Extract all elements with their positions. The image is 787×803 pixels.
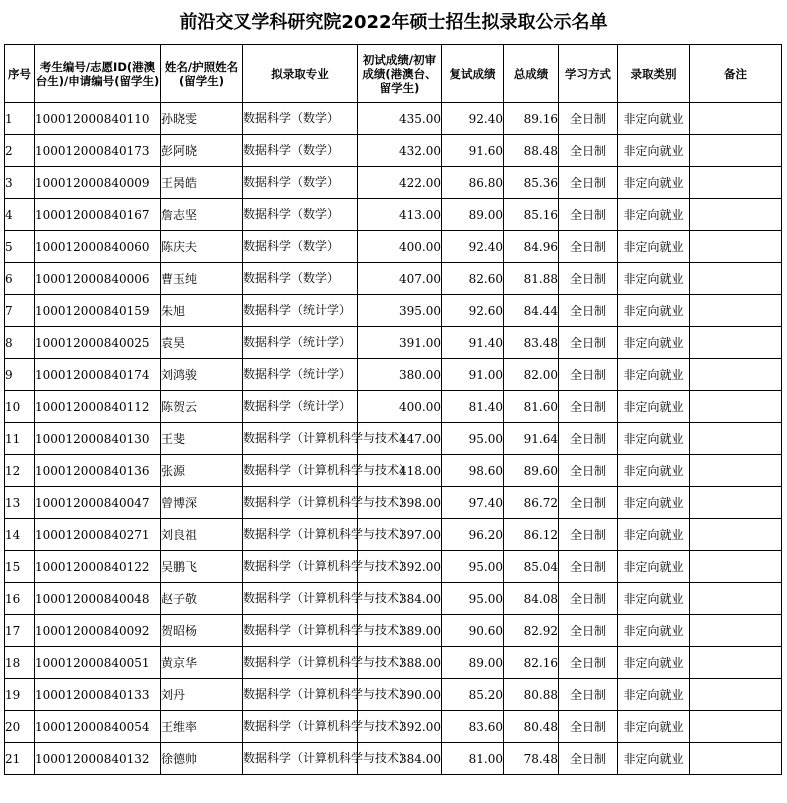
cell-total-score: 81.88 <box>504 263 559 295</box>
cell-initial-score: 435.00 <box>358 103 442 135</box>
cell-initial-score: 422.00 <box>358 167 442 199</box>
cell-admission-type: 非定向就业 <box>618 615 690 647</box>
cell-initial-score: 413.00 <box>358 199 442 231</box>
cell-name: 刘鸿骏 <box>161 359 243 391</box>
table-row <box>5 391 782 423</box>
cell-seq: 20 <box>5 711 35 743</box>
cell-retest-score: 95.00 <box>442 551 504 583</box>
cell-study-mode: 全日制 <box>559 391 618 423</box>
cell-total-score: 80.48 <box>504 711 559 743</box>
table-body <box>5 103 782 775</box>
cell-candidate-id: 100012000840174 <box>35 359 161 391</box>
cell-total-score: 85.04 <box>504 551 559 583</box>
header-initial-score: 初试成绩/初审成绩(港澳台、留学生) <box>358 45 442 103</box>
cell-major: 数据科学（统计学） <box>243 359 358 391</box>
cell-admission-type: 非定向就业 <box>618 647 690 679</box>
cell-admission-type: 非定向就业 <box>618 551 690 583</box>
cell-retest-score: 95.00 <box>442 583 504 615</box>
cell-seq: 9 <box>5 359 35 391</box>
cell-remark <box>690 519 782 551</box>
cell-name: 刘良祖 <box>161 519 243 551</box>
cell-major: 数据科学（计算机科学与技术） <box>243 711 358 743</box>
cell-remark <box>690 359 782 391</box>
cell-major: 数据科学（数学） <box>243 167 358 199</box>
cell-retest-score: 92.40 <box>442 103 504 135</box>
cell-initial-score: 391.00 <box>358 327 442 359</box>
cell-seq: 8 <box>5 327 35 359</box>
cell-study-mode: 全日制 <box>559 327 618 359</box>
cell-total-score: 78.48 <box>504 743 559 775</box>
cell-admission-type: 非定向就业 <box>618 583 690 615</box>
cell-study-mode: 全日制 <box>559 711 618 743</box>
cell-initial-score: 392.00 <box>358 711 442 743</box>
cell-total-score: 85.16 <box>504 199 559 231</box>
cell-admission-type: 非定向就业 <box>618 455 690 487</box>
cell-initial-score: 400.00 <box>358 231 442 263</box>
cell-name: 刘丹 <box>161 679 243 711</box>
table-row <box>5 199 782 231</box>
cell-total-score: 89.16 <box>504 103 559 135</box>
cell-total-score: 85.36 <box>504 167 559 199</box>
cell-name: 曾博深 <box>161 487 243 519</box>
cell-initial-score: 400.00 <box>358 391 442 423</box>
cell-study-mode: 全日制 <box>559 423 618 455</box>
header-seq: 序号 <box>5 45 35 103</box>
cell-study-mode: 全日制 <box>559 519 618 551</box>
cell-retest-score: 97.40 <box>442 487 504 519</box>
cell-remark <box>690 263 782 295</box>
cell-name: 王斐 <box>161 423 243 455</box>
cell-candidate-id: 100012000840047 <box>35 487 161 519</box>
cell-name: 詹志坚 <box>161 199 243 231</box>
cell-remark <box>690 615 782 647</box>
cell-study-mode: 全日制 <box>559 103 618 135</box>
cell-seq: 13 <box>5 487 35 519</box>
cell-admission-type: 非定向就业 <box>618 231 690 263</box>
cell-seq: 5 <box>5 231 35 263</box>
cell-name: 吴鹏飞 <box>161 551 243 583</box>
cell-admission-type: 非定向就业 <box>618 263 690 295</box>
cell-major: 数据科学（数学） <box>243 263 358 295</box>
cell-admission-type: 非定向就业 <box>618 391 690 423</box>
cell-name: 陈贺云 <box>161 391 243 423</box>
cell-major: 数据科学（统计学） <box>243 295 358 327</box>
cell-name: 彭阿晓 <box>161 135 243 167</box>
cell-name: 黄京华 <box>161 647 243 679</box>
cell-study-mode: 全日制 <box>559 487 618 519</box>
cell-initial-score: 380.00 <box>358 359 442 391</box>
cell-admission-type: 非定向就业 <box>618 295 690 327</box>
cell-initial-score: 392.00 <box>358 551 442 583</box>
table-row <box>5 615 782 647</box>
cell-seq: 17 <box>5 615 35 647</box>
cell-name: 王维率 <box>161 711 243 743</box>
cell-remark <box>690 423 782 455</box>
cell-name: 曹玉纯 <box>161 263 243 295</box>
cell-total-score: 83.48 <box>504 327 559 359</box>
cell-major: 数据科学（计算机科学与技术） <box>243 647 358 679</box>
table-row <box>5 263 782 295</box>
cell-study-mode: 全日制 <box>559 231 618 263</box>
header-name: 姓名/护照姓名(留学生) <box>161 45 243 103</box>
cell-admission-type: 非定向就业 <box>618 199 690 231</box>
cell-seq: 15 <box>5 551 35 583</box>
cell-candidate-id: 100012000840136 <box>35 455 161 487</box>
cell-total-score: 86.72 <box>504 487 559 519</box>
cell-study-mode: 全日制 <box>559 167 618 199</box>
cell-initial-score: 388.00 <box>358 647 442 679</box>
cell-name: 徐德帅 <box>161 743 243 775</box>
cell-seq: 4 <box>5 199 35 231</box>
cell-major: 数据科学（统计学） <box>243 327 358 359</box>
cell-admission-type: 非定向就业 <box>618 359 690 391</box>
cell-retest-score: 81.40 <box>442 391 504 423</box>
cell-total-score: 88.48 <box>504 135 559 167</box>
cell-study-mode: 全日制 <box>559 743 618 775</box>
cell-seq: 2 <box>5 135 35 167</box>
table-row <box>5 519 782 551</box>
cell-candidate-id: 100012000840060 <box>35 231 161 263</box>
cell-study-mode: 全日制 <box>559 583 618 615</box>
cell-name: 贺昭杨 <box>161 615 243 647</box>
cell-major: 数据科学（计算机科学与技术） <box>243 423 358 455</box>
cell-retest-score: 96.20 <box>442 519 504 551</box>
header-candidate-id: 考生编号/志愿ID(港澳台生)/申请编号(留学生) <box>35 45 161 103</box>
cell-total-score: 86.12 <box>504 519 559 551</box>
cell-study-mode: 全日制 <box>559 455 618 487</box>
table-row <box>5 487 782 519</box>
cell-seq: 1 <box>5 103 35 135</box>
cell-remark <box>690 167 782 199</box>
cell-remark <box>690 551 782 583</box>
table-row <box>5 583 782 615</box>
cell-retest-score: 85.20 <box>442 679 504 711</box>
table-header-row <box>5 45 782 103</box>
cell-remark <box>690 231 782 263</box>
cell-study-mode: 全日制 <box>559 263 618 295</box>
cell-admission-type: 非定向就业 <box>618 519 690 551</box>
cell-candidate-id: 100012000840110 <box>35 103 161 135</box>
cell-retest-score: 89.00 <box>442 199 504 231</box>
cell-candidate-id: 100012000840167 <box>35 199 161 231</box>
cell-admission-type: 非定向就业 <box>618 167 690 199</box>
cell-initial-score: 407.00 <box>358 263 442 295</box>
page-title: 前沿交叉学科研究院2022年硕士招生拟录取公示名单 <box>179 12 608 33</box>
cell-admission-type: 非定向就业 <box>618 711 690 743</box>
cell-candidate-id: 100012000840130 <box>35 423 161 455</box>
cell-retest-score: 91.40 <box>442 327 504 359</box>
cell-initial-score: 398.00 <box>358 487 442 519</box>
cell-total-score: 82.00 <box>504 359 559 391</box>
cell-seq: 11 <box>5 423 35 455</box>
cell-major: 数据科学（数学） <box>243 103 358 135</box>
table-row <box>5 295 782 327</box>
cell-name: 王昺皓 <box>161 167 243 199</box>
cell-remark <box>690 199 782 231</box>
cell-major: 数据科学（计算机科学与技术） <box>243 615 358 647</box>
cell-major: 数据科学（数学） <box>243 199 358 231</box>
cell-initial-score: 390.00 <box>358 679 442 711</box>
cell-retest-score: 81.00 <box>442 743 504 775</box>
cell-remark <box>690 583 782 615</box>
cell-name: 陈庆夫 <box>161 231 243 263</box>
header-remark: 备注 <box>690 45 782 103</box>
cell-admission-type: 非定向就业 <box>618 487 690 519</box>
cell-initial-score: 389.00 <box>358 615 442 647</box>
cell-initial-score: 395.00 <box>358 295 442 327</box>
table-row <box>5 135 782 167</box>
cell-remark <box>690 327 782 359</box>
cell-total-score: 81.60 <box>504 391 559 423</box>
table-row <box>5 455 782 487</box>
table-row <box>5 359 782 391</box>
cell-candidate-id: 100012000840133 <box>35 679 161 711</box>
cell-remark <box>690 455 782 487</box>
cell-study-mode: 全日制 <box>559 679 618 711</box>
cell-retest-score: 89.00 <box>442 647 504 679</box>
cell-seq: 14 <box>5 519 35 551</box>
cell-retest-score: 92.60 <box>442 295 504 327</box>
cell-total-score: 80.88 <box>504 679 559 711</box>
cell-major: 数据科学（计算机科学与技术） <box>243 743 358 775</box>
cell-total-score: 84.44 <box>504 295 559 327</box>
cell-study-mode: 全日制 <box>559 615 618 647</box>
cell-study-mode: 全日制 <box>559 135 618 167</box>
cell-seq: 18 <box>5 647 35 679</box>
cell-retest-score: 95.00 <box>442 423 504 455</box>
cell-remark <box>690 743 782 775</box>
cell-name: 赵子敬 <box>161 583 243 615</box>
cell-remark <box>690 679 782 711</box>
cell-candidate-id: 100012000840025 <box>35 327 161 359</box>
cell-remark <box>690 135 782 167</box>
cell-total-score: 84.08 <box>504 583 559 615</box>
table-row <box>5 167 782 199</box>
cell-remark <box>690 295 782 327</box>
cell-candidate-id: 100012000840132 <box>35 743 161 775</box>
cell-retest-score: 83.60 <box>442 711 504 743</box>
cell-study-mode: 全日制 <box>559 551 618 583</box>
cell-total-score: 84.96 <box>504 231 559 263</box>
table-row <box>5 647 782 679</box>
cell-remark <box>690 103 782 135</box>
cell-initial-score: 384.00 <box>358 743 442 775</box>
cell-candidate-id: 100012000840048 <box>35 583 161 615</box>
table-row <box>5 711 782 743</box>
cell-total-score: 91.64 <box>504 423 559 455</box>
cell-major: 数据科学（统计学） <box>243 391 358 423</box>
cell-name: 张源 <box>161 455 243 487</box>
cell-name: 孙晓雯 <box>161 103 243 135</box>
cell-seq: 16 <box>5 583 35 615</box>
table-row <box>5 679 782 711</box>
header-study-mode: 学习方式 <box>559 45 618 103</box>
cell-candidate-id: 100012000840051 <box>35 647 161 679</box>
cell-remark <box>690 647 782 679</box>
cell-retest-score: 98.60 <box>442 455 504 487</box>
cell-study-mode: 全日制 <box>559 647 618 679</box>
cell-initial-score: 418.00 <box>358 455 442 487</box>
cell-admission-type: 非定向就业 <box>618 679 690 711</box>
header-retest-score: 复试成绩 <box>442 45 504 103</box>
cell-total-score: 89.60 <box>504 455 559 487</box>
header-admission-type: 录取类别 <box>618 45 690 103</box>
cell-major: 数据科学（计算机科学与技术） <box>243 583 358 615</box>
cell-study-mode: 全日制 <box>559 199 618 231</box>
cell-major: 数据科学（数学） <box>243 231 358 263</box>
table-row <box>5 743 782 775</box>
cell-retest-score: 91.00 <box>442 359 504 391</box>
cell-initial-score: 447.00 <box>358 423 442 455</box>
admission-table <box>4 44 782 775</box>
cell-major: 数据科学（数学） <box>243 135 358 167</box>
cell-candidate-id: 100012000840122 <box>35 551 161 583</box>
cell-seq: 21 <box>5 743 35 775</box>
cell-study-mode: 全日制 <box>559 359 618 391</box>
cell-major: 数据科学（计算机科学与技术） <box>243 487 358 519</box>
cell-name: 袁昊 <box>161 327 243 359</box>
cell-initial-score: 397.00 <box>358 519 442 551</box>
cell-candidate-id: 100012000840159 <box>35 295 161 327</box>
cell-remark <box>690 391 782 423</box>
cell-seq: 12 <box>5 455 35 487</box>
cell-candidate-id: 100012000840009 <box>35 167 161 199</box>
cell-seq: 6 <box>5 263 35 295</box>
cell-admission-type: 非定向就业 <box>618 135 690 167</box>
table-row <box>5 231 782 263</box>
cell-candidate-id: 100012000840112 <box>35 391 161 423</box>
cell-major: 数据科学（计算机科学与技术） <box>243 551 358 583</box>
cell-remark <box>690 711 782 743</box>
cell-retest-score: 91.60 <box>442 135 504 167</box>
cell-remark <box>690 487 782 519</box>
cell-seq: 7 <box>5 295 35 327</box>
cell-candidate-id: 100012000840271 <box>35 519 161 551</box>
cell-candidate-id: 100012000840006 <box>35 263 161 295</box>
cell-admission-type: 非定向就业 <box>618 743 690 775</box>
table-row <box>5 423 782 455</box>
cell-admission-type: 非定向就业 <box>618 103 690 135</box>
header-major: 拟录取专业 <box>243 45 358 103</box>
cell-retest-score: 92.40 <box>442 231 504 263</box>
cell-candidate-id: 100012000840054 <box>35 711 161 743</box>
cell-initial-score: 432.00 <box>358 135 442 167</box>
cell-candidate-id: 100012000840092 <box>35 615 161 647</box>
table-row <box>5 551 782 583</box>
cell-retest-score: 90.60 <box>442 615 504 647</box>
cell-retest-score: 86.80 <box>442 167 504 199</box>
cell-major: 数据科学（计算机科学与技术） <box>243 519 358 551</box>
table-row <box>5 103 782 135</box>
table-row <box>5 327 782 359</box>
cell-seq: 19 <box>5 679 35 711</box>
cell-candidate-id: 100012000840173 <box>35 135 161 167</box>
cell-name: 朱旭 <box>161 295 243 327</box>
cell-admission-type: 非定向就业 <box>618 327 690 359</box>
cell-seq: 10 <box>5 391 35 423</box>
cell-major: 数据科学（计算机科学与技术） <box>243 679 358 711</box>
cell-major: 数据科学（计算机科学与技术） <box>243 455 358 487</box>
cell-retest-score: 82.60 <box>442 263 504 295</box>
cell-admission-type: 非定向就业 <box>618 423 690 455</box>
header-total-score: 总成绩 <box>504 45 559 103</box>
cell-total-score: 82.92 <box>504 615 559 647</box>
cell-total-score: 82.16 <box>504 647 559 679</box>
cell-study-mode: 全日制 <box>559 295 618 327</box>
cell-seq: 3 <box>5 167 35 199</box>
cell-initial-score: 384.00 <box>358 583 442 615</box>
